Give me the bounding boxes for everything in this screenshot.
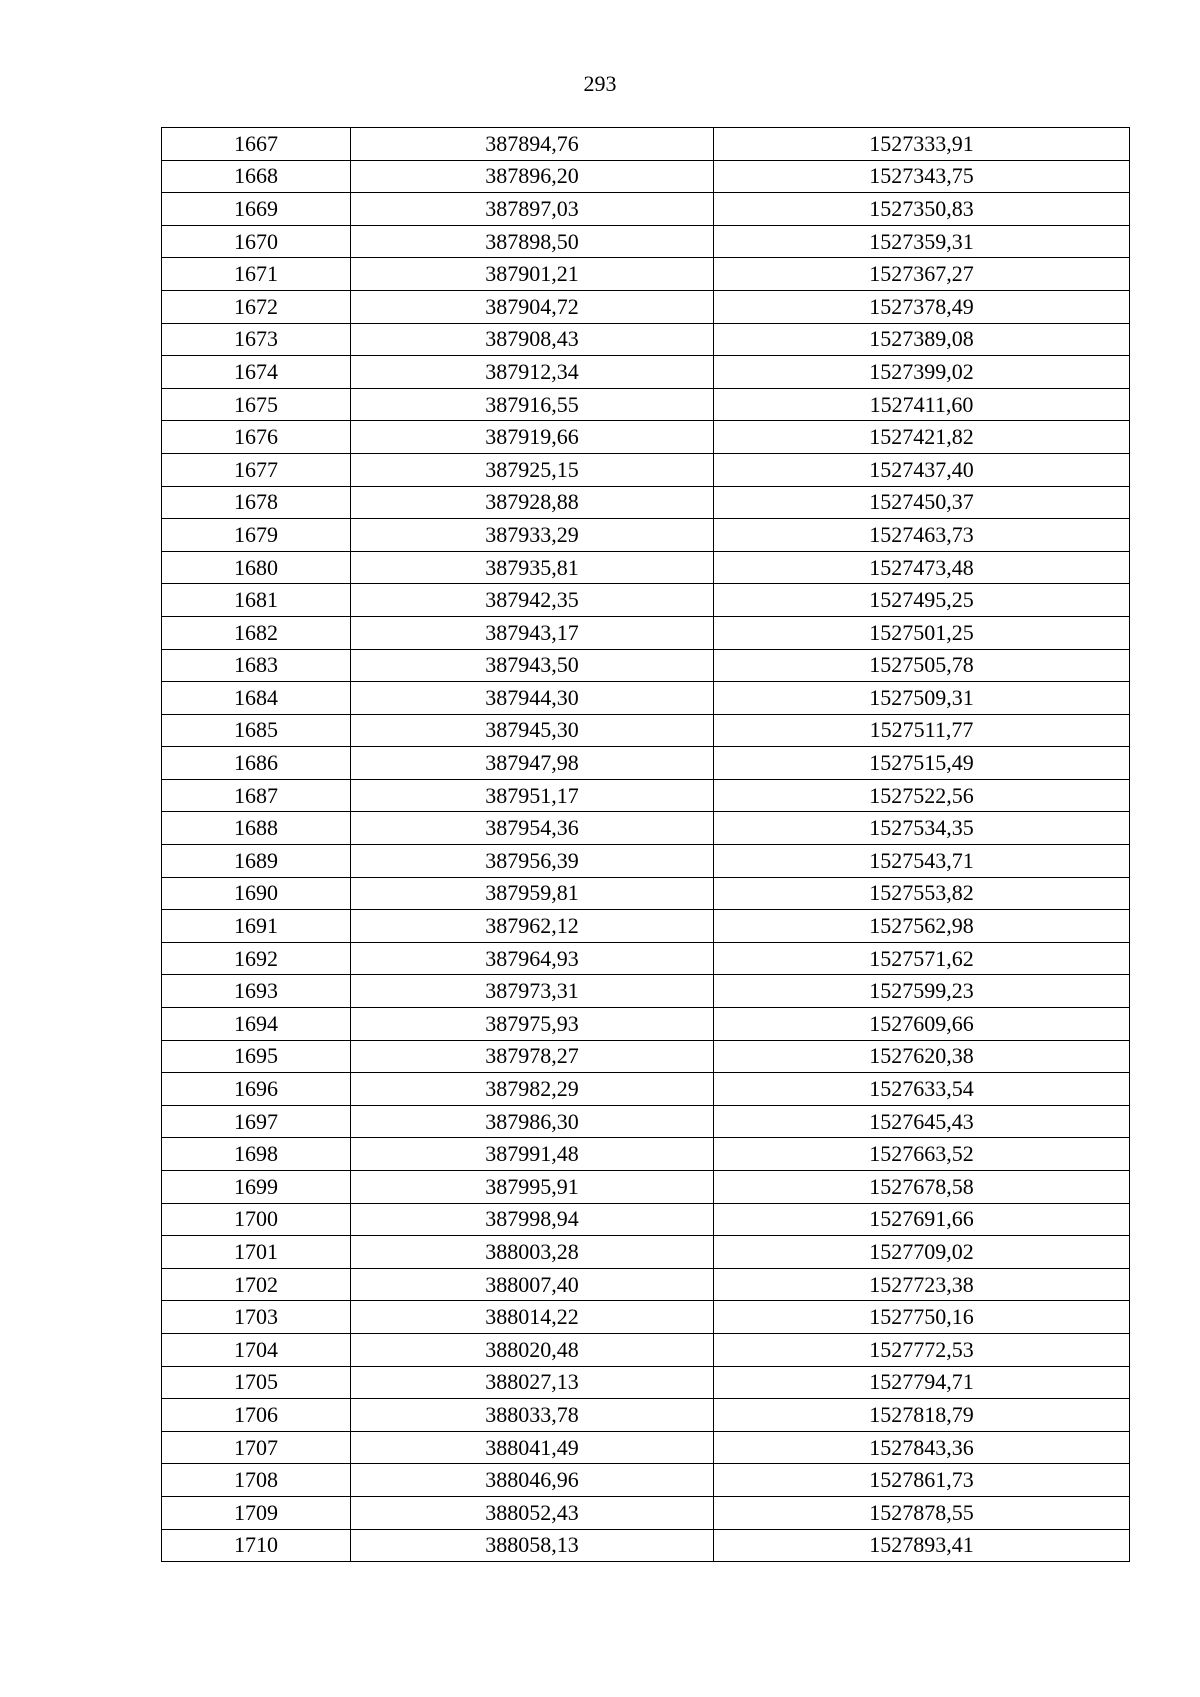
y-coordinate-cell: 1527663,52 [714, 1138, 1130, 1171]
point-number-cell: 1680 [162, 551, 351, 584]
coordinates-table [161, 127, 1130, 1562]
table-row [162, 290, 1130, 323]
point-number-cell: 1668 [162, 160, 351, 193]
x-coordinate-cell: 387951,17 [351, 779, 714, 812]
y-coordinate-cell: 1527367,27 [714, 258, 1130, 291]
y-coordinate-cell: 1527450,37 [714, 486, 1130, 519]
point-number-cell: 1688 [162, 812, 351, 845]
y-coordinate-cell: 1527893,41 [714, 1529, 1130, 1562]
y-coordinate-cell: 1527645,43 [714, 1105, 1130, 1138]
table-row [162, 1399, 1130, 1432]
y-coordinate-cell: 1527473,48 [714, 551, 1130, 584]
point-number-cell: 1684 [162, 682, 351, 715]
point-number-cell: 1710 [162, 1529, 351, 1562]
table-row [162, 453, 1130, 486]
y-coordinate-cell: 1527633,54 [714, 1073, 1130, 1106]
table-row [162, 942, 1130, 975]
point-number-cell: 1685 [162, 714, 351, 747]
x-coordinate-cell: 388003,28 [351, 1236, 714, 1269]
y-coordinate-cell: 1527399,02 [714, 356, 1130, 389]
y-coordinate-cell: 1527878,55 [714, 1496, 1130, 1529]
point-number-cell: 1698 [162, 1138, 351, 1171]
table-row [162, 1105, 1130, 1138]
point-number-cell: 1695 [162, 1040, 351, 1073]
table-row [162, 258, 1130, 291]
x-coordinate-cell: 387959,81 [351, 877, 714, 910]
x-coordinate-cell: 387947,98 [351, 747, 714, 780]
x-coordinate-cell: 388007,40 [351, 1268, 714, 1301]
table-row [162, 160, 1130, 193]
y-coordinate-cell: 1527495,25 [714, 584, 1130, 617]
point-number-cell: 1696 [162, 1073, 351, 1106]
table-row [162, 812, 1130, 845]
x-coordinate-cell: 387978,27 [351, 1040, 714, 1073]
table-row [162, 225, 1130, 258]
point-number-cell: 1673 [162, 323, 351, 356]
y-coordinate-cell: 1527818,79 [714, 1399, 1130, 1432]
x-coordinate-cell: 387942,35 [351, 584, 714, 617]
table-row [162, 649, 1130, 682]
table-row [162, 1268, 1130, 1301]
x-coordinate-cell: 387901,21 [351, 258, 714, 291]
y-coordinate-cell: 1527359,31 [714, 225, 1130, 258]
point-number-cell: 1681 [162, 584, 351, 617]
x-coordinate-cell: 387897,03 [351, 193, 714, 226]
point-number-cell: 1708 [162, 1464, 351, 1497]
y-coordinate-cell: 1527772,53 [714, 1333, 1130, 1366]
point-number-cell: 1701 [162, 1236, 351, 1269]
y-coordinate-cell: 1527543,71 [714, 845, 1130, 878]
table-row [162, 1073, 1130, 1106]
y-coordinate-cell: 1527843,36 [714, 1431, 1130, 1464]
y-coordinate-cell: 1527389,08 [714, 323, 1130, 356]
y-coordinate-cell: 1527723,38 [714, 1268, 1130, 1301]
y-coordinate-cell: 1527794,71 [714, 1366, 1130, 1399]
table-row [162, 193, 1130, 226]
x-coordinate-cell: 387904,72 [351, 290, 714, 323]
table-row [162, 1236, 1130, 1269]
point-number-cell: 1675 [162, 388, 351, 421]
y-coordinate-cell: 1527599,23 [714, 975, 1130, 1008]
y-coordinate-cell: 1527501,25 [714, 616, 1130, 649]
x-coordinate-cell: 387982,29 [351, 1073, 714, 1106]
x-coordinate-cell: 388046,96 [351, 1464, 714, 1497]
coordinates-table-body [162, 128, 1130, 1562]
point-number-cell: 1699 [162, 1171, 351, 1204]
point-number-cell: 1700 [162, 1203, 351, 1236]
point-number-cell: 1707 [162, 1431, 351, 1464]
table-row [162, 1464, 1130, 1497]
y-coordinate-cell: 1527509,31 [714, 682, 1130, 715]
y-coordinate-cell: 1527522,56 [714, 779, 1130, 812]
point-number-cell: 1697 [162, 1105, 351, 1138]
point-number-cell: 1686 [162, 747, 351, 780]
x-coordinate-cell: 387956,39 [351, 845, 714, 878]
point-number-cell: 1687 [162, 779, 351, 812]
table-row [162, 682, 1130, 715]
point-number-cell: 1706 [162, 1399, 351, 1432]
x-coordinate-cell: 387912,34 [351, 356, 714, 389]
x-coordinate-cell: 387928,88 [351, 486, 714, 519]
table-row [162, 616, 1130, 649]
page-number: 293 [583, 71, 617, 96]
x-coordinate-cell: 388020,48 [351, 1333, 714, 1366]
point-number-cell: 1690 [162, 877, 351, 910]
table-row [162, 910, 1130, 943]
table-row [162, 421, 1130, 454]
table-row [162, 1138, 1130, 1171]
x-coordinate-cell: 387998,94 [351, 1203, 714, 1236]
table-row [162, 1008, 1130, 1041]
point-number-cell: 1674 [162, 356, 351, 389]
table-row [162, 388, 1130, 421]
point-number-cell: 1692 [162, 942, 351, 975]
table-row [162, 975, 1130, 1008]
table-row [162, 1496, 1130, 1529]
y-coordinate-cell: 1527562,98 [714, 910, 1130, 943]
point-number-cell: 1683 [162, 649, 351, 682]
x-coordinate-cell: 387975,93 [351, 1008, 714, 1041]
y-coordinate-cell: 1527421,82 [714, 421, 1130, 454]
table-row [162, 1171, 1130, 1204]
x-coordinate-cell: 388041,49 [351, 1431, 714, 1464]
point-number-cell: 1669 [162, 193, 351, 226]
point-number-cell: 1702 [162, 1268, 351, 1301]
point-number-cell: 1682 [162, 616, 351, 649]
table-row [162, 551, 1130, 584]
x-coordinate-cell: 387925,15 [351, 453, 714, 486]
table-row [162, 356, 1130, 389]
table-row [162, 747, 1130, 780]
y-coordinate-cell: 1527861,73 [714, 1464, 1130, 1497]
x-coordinate-cell: 387898,50 [351, 225, 714, 258]
point-number-cell: 1693 [162, 975, 351, 1008]
y-coordinate-cell: 1527505,78 [714, 649, 1130, 682]
table-row [162, 519, 1130, 552]
table-row [162, 779, 1130, 812]
y-coordinate-cell: 1527750,16 [714, 1301, 1130, 1334]
x-coordinate-cell: 387945,30 [351, 714, 714, 747]
x-coordinate-cell: 388027,13 [351, 1366, 714, 1399]
x-coordinate-cell: 387944,30 [351, 682, 714, 715]
y-coordinate-cell: 1527463,73 [714, 519, 1130, 552]
table-row [162, 1333, 1130, 1366]
point-number-cell: 1672 [162, 290, 351, 323]
x-coordinate-cell: 387896,20 [351, 160, 714, 193]
y-coordinate-cell: 1527620,38 [714, 1040, 1130, 1073]
y-coordinate-cell: 1527333,91 [714, 128, 1130, 161]
y-coordinate-cell: 1527678,58 [714, 1171, 1130, 1204]
point-number-cell: 1678 [162, 486, 351, 519]
y-coordinate-cell: 1527609,66 [714, 1008, 1130, 1041]
point-number-cell: 1677 [162, 453, 351, 486]
y-coordinate-cell: 1527437,40 [714, 453, 1130, 486]
table-row [162, 486, 1130, 519]
point-number-cell: 1671 [162, 258, 351, 291]
point-number-cell: 1709 [162, 1496, 351, 1529]
x-coordinate-cell: 388033,78 [351, 1399, 714, 1432]
x-coordinate-cell: 388014,22 [351, 1301, 714, 1334]
x-coordinate-cell: 387919,66 [351, 421, 714, 454]
x-coordinate-cell: 387935,81 [351, 551, 714, 584]
x-coordinate-cell: 387995,91 [351, 1171, 714, 1204]
x-coordinate-cell: 387916,55 [351, 388, 714, 421]
table-row [162, 1366, 1130, 1399]
y-coordinate-cell: 1527411,60 [714, 388, 1130, 421]
x-coordinate-cell: 387954,36 [351, 812, 714, 845]
y-coordinate-cell: 1527534,35 [714, 812, 1130, 845]
x-coordinate-cell: 387908,43 [351, 323, 714, 356]
table-row [162, 323, 1130, 356]
x-coordinate-cell: 387964,93 [351, 942, 714, 975]
x-coordinate-cell: 388052,43 [351, 1496, 714, 1529]
x-coordinate-cell: 388058,13 [351, 1529, 714, 1562]
point-number-cell: 1694 [162, 1008, 351, 1041]
point-number-cell: 1667 [162, 128, 351, 161]
table-row [162, 714, 1130, 747]
y-coordinate-cell: 1527709,02 [714, 1236, 1130, 1269]
y-coordinate-cell: 1527343,75 [714, 160, 1130, 193]
x-coordinate-cell: 387943,17 [351, 616, 714, 649]
y-coordinate-cell: 1527350,83 [714, 193, 1130, 226]
point-number-cell: 1679 [162, 519, 351, 552]
y-coordinate-cell: 1527515,49 [714, 747, 1130, 780]
table-row [162, 1431, 1130, 1464]
point-number-cell: 1691 [162, 910, 351, 943]
x-coordinate-cell: 387943,50 [351, 649, 714, 682]
table-row [162, 1203, 1130, 1236]
point-number-cell: 1670 [162, 225, 351, 258]
y-coordinate-cell: 1527571,62 [714, 942, 1130, 975]
table-row [162, 877, 1130, 910]
y-coordinate-cell: 1527511,77 [714, 714, 1130, 747]
table-row [162, 584, 1130, 617]
point-number-cell: 1676 [162, 421, 351, 454]
point-number-cell: 1704 [162, 1333, 351, 1366]
y-coordinate-cell: 1527378,49 [714, 290, 1130, 323]
y-coordinate-cell: 1527553,82 [714, 877, 1130, 910]
x-coordinate-cell: 387894,76 [351, 128, 714, 161]
y-coordinate-cell: 1527691,66 [714, 1203, 1130, 1236]
table-row [162, 1529, 1130, 1562]
point-number-cell: 1703 [162, 1301, 351, 1334]
x-coordinate-cell: 387973,31 [351, 975, 714, 1008]
table-row [162, 1301, 1130, 1334]
point-number-cell: 1705 [162, 1366, 351, 1399]
table-row [162, 845, 1130, 878]
x-coordinate-cell: 387986,30 [351, 1105, 714, 1138]
x-coordinate-cell: 387933,29 [351, 519, 714, 552]
table-row [162, 128, 1130, 161]
x-coordinate-cell: 387962,12 [351, 910, 714, 943]
x-coordinate-cell: 387991,48 [351, 1138, 714, 1171]
table-row [162, 1040, 1130, 1073]
point-number-cell: 1689 [162, 845, 351, 878]
